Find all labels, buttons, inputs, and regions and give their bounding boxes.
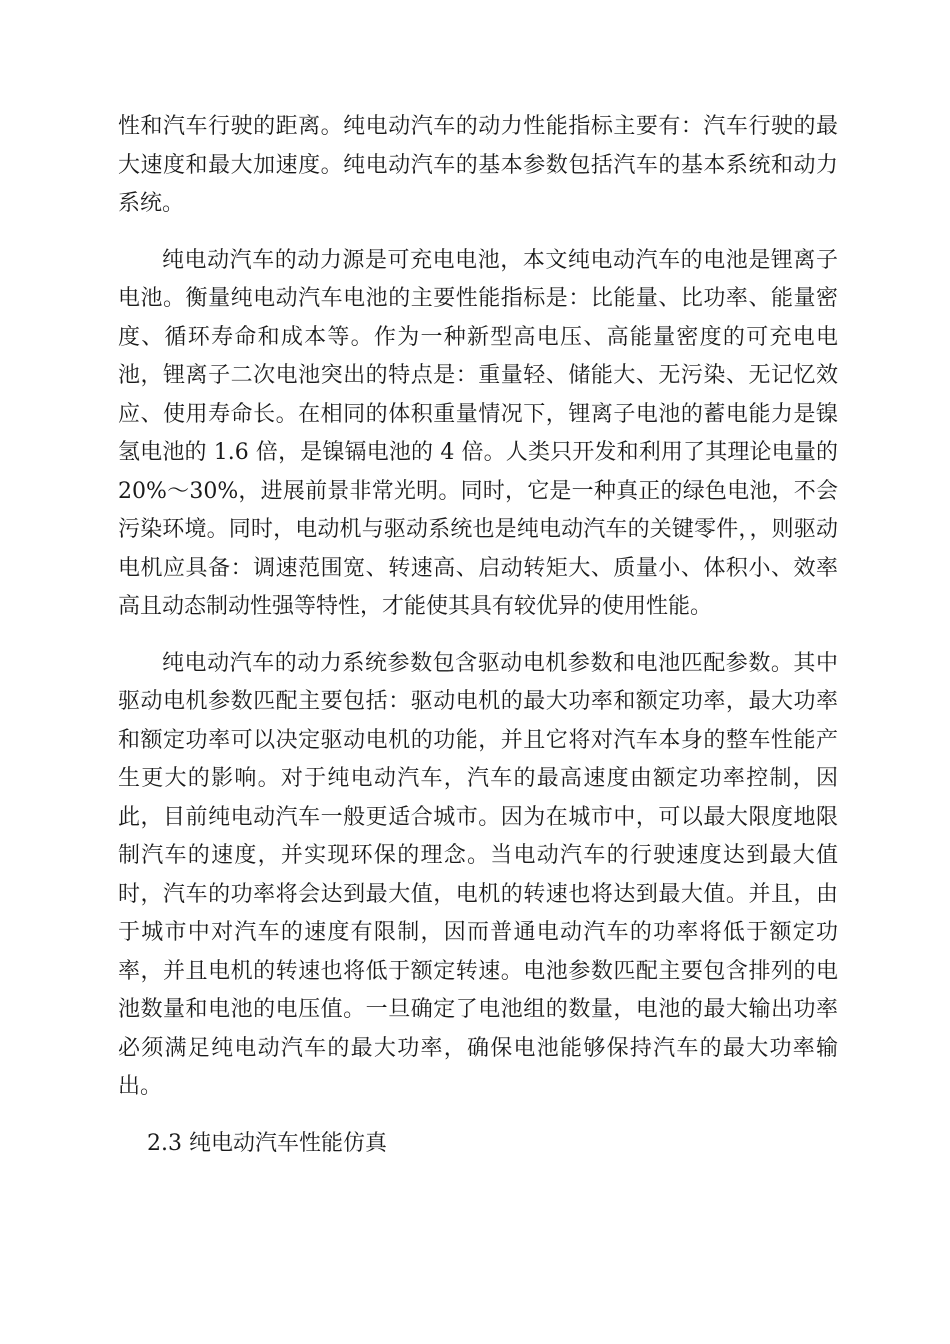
paragraph-continued: 性和汽车行驶的距离。纯电动汽车的动力性能指标主要有：汽车行驶的最大速度和最大加速度。纯电动汽车的基本参数包括汽车的基本系统和动力系统。 bbox=[118, 114, 838, 216]
section-heading: 2.3 纯电动汽车性能仿真 bbox=[147, 1130, 387, 1156]
paragraph-battery: 纯电动汽车的动力源是可充电电池，本文纯电动汽车的电池是锂离子电池。衡量纯电动汽车电池的主要性能指标是：比能量、比功率、能量密度、循环寿命和成本等。作为一种新型高电压、高能量密度的可充电电池，锂离子二次电池突出的特点是：重量轻、储能大、无污染、无记忆效应、使用寿命长。在相同的体积重量情况下，锂离子电池的蓄电能力是镍氢电池的 1.6 倍，是镍镉电池的 4 倍。人类只开发和利用了其理论电量的 20%～30%，进展前景非常光明。同时，它是一种真正的绿色电池，不会污染环境。同时，电动机与驱动系统也是纯电动汽车的关键零件，，则驱动电机应具备：调速范围宽、转速高、启动转矩大、质量小、体积小、效率高且动态制动性强等特性，才能使其具有较优异的使用性能。 bbox=[118, 247, 838, 619]
paragraph-power-system: 纯电动汽车的动力系统参数包含驱动电机参数和电池匹配参数。其中驱动电机参数匹配主要包括：驱动电机的最大功率和额定功率，最大功率和额定功率可以决定驱动电机的功能，并且它将对汽车本身的整车性能产生更大的影响。对于纯电动汽车，汽车的最高速度由额定功率控制，因此，目前纯电动汽车一般更适合城市。因为在城市中，可以最大限度地限制汽车的速度，并实现环保的理念。当电动汽车的行驶速度达到最大值时，汽车的功率将会达到最大值，电机的转速也将达到最大值。并且，由于城市中对汽车的速度有限制，因而普通电动汽车的功率将低于额定功率，并且电机的转速也将低于额定转速。电池参数匹配主要包含排列的电池数量和电池的电压值。一旦确定了电池组的数量，电池的最大输出功率必须满足纯电动汽车的最大功率，确保电池能够保持汽车的最大功率输出。 bbox=[118, 650, 838, 1099]
document-body bbox=[118, 108, 838, 1163]
